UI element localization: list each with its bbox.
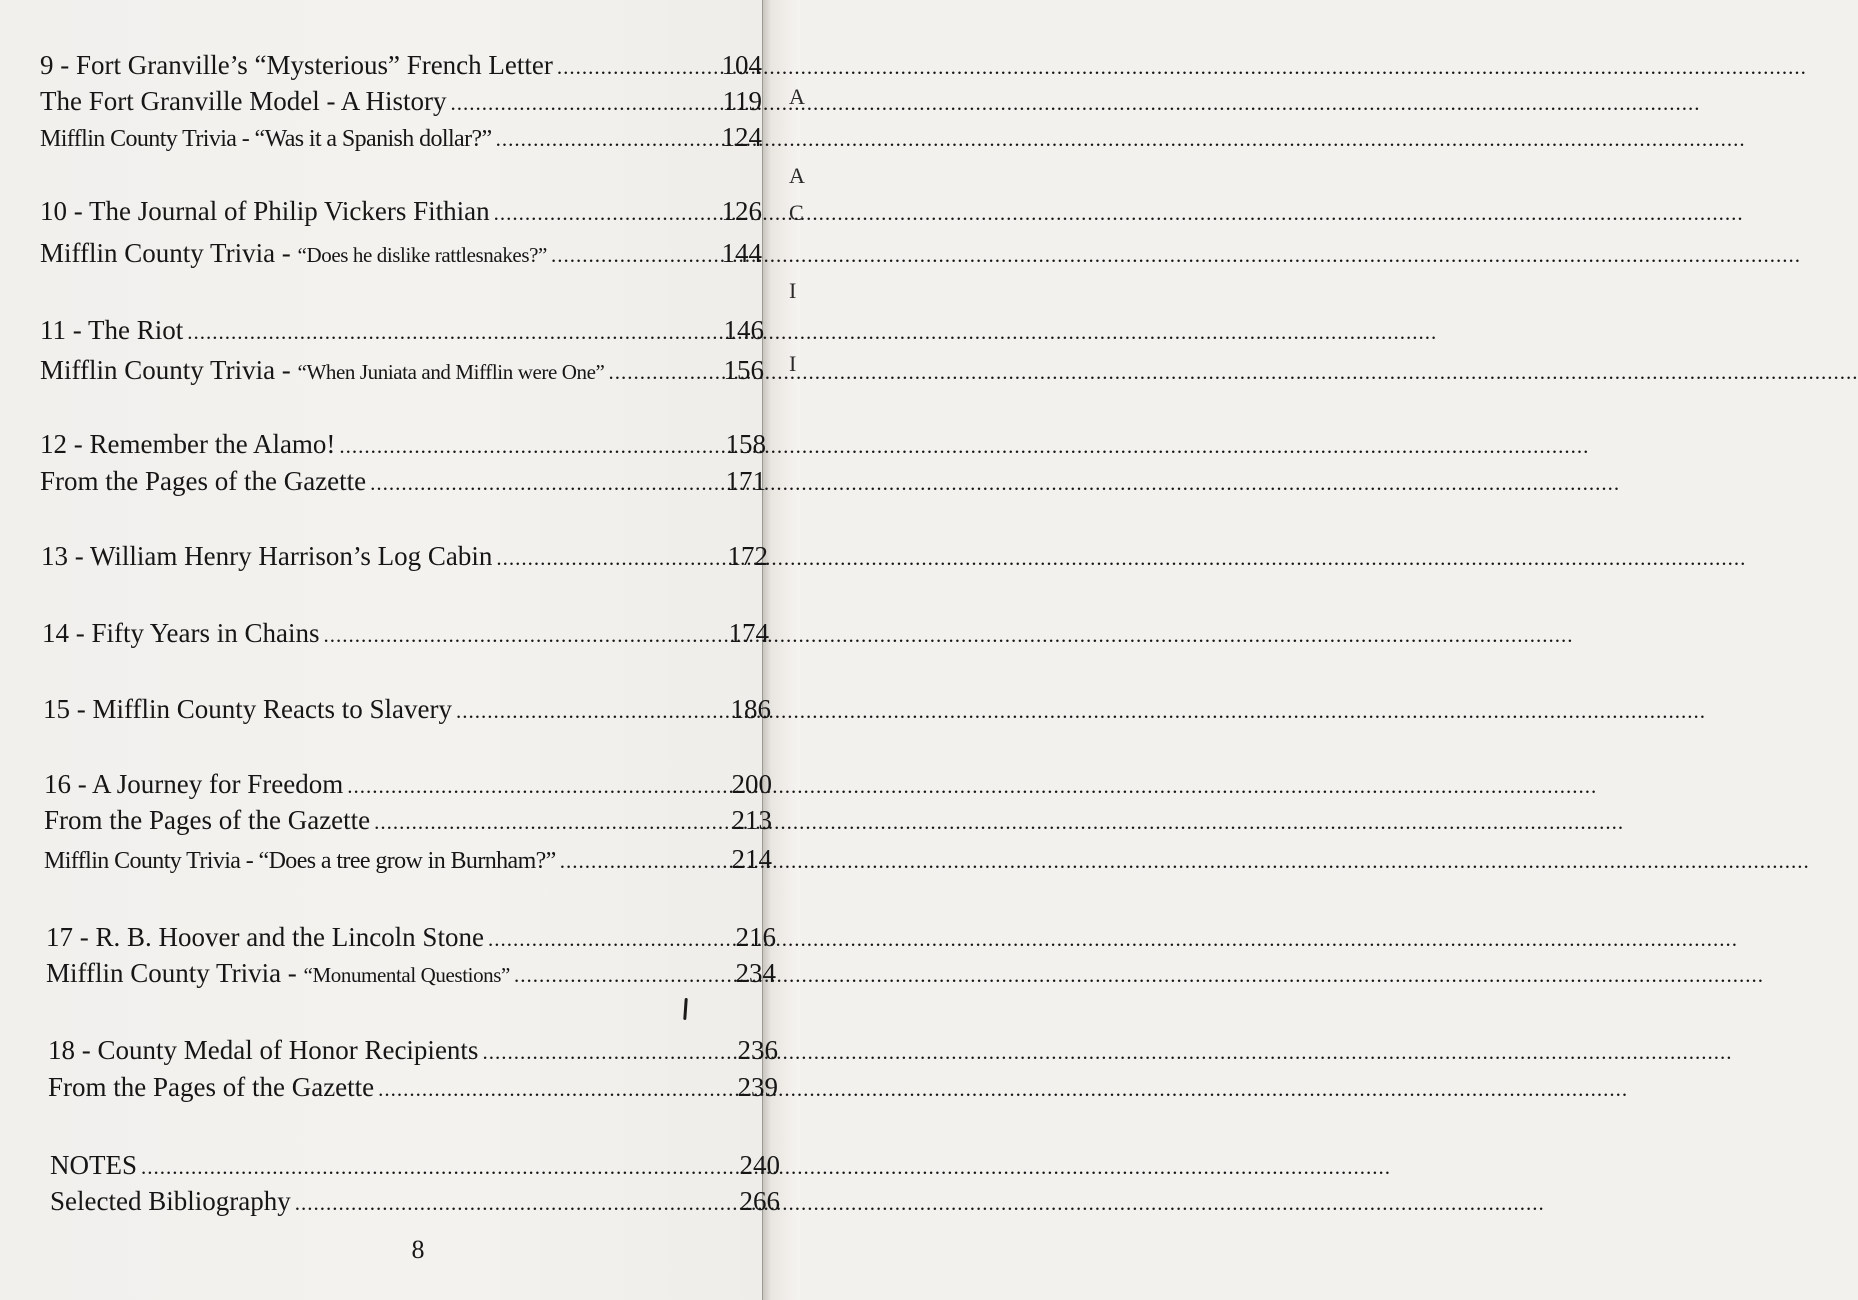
toc-entry (40, 84, 762, 120)
toc-entry-title: 13 - William Henry Harrison’s Log Cabin (41, 541, 493, 571)
toc-entry-title: 11 - The Riot (40, 315, 184, 345)
toc-entry (41, 539, 768, 575)
toc-entry (48, 1070, 778, 1106)
toc-entry-title: 16 - A Journey for Freedom (44, 769, 344, 799)
toc-entry (40, 194, 762, 230)
toc-entry (40, 353, 764, 389)
dot-leader (496, 120, 720, 156)
toc-entry-page: 266 (739, 1186, 780, 1216)
toc-entry-page: 216 (735, 922, 776, 952)
facing-page-fragment: A (789, 84, 805, 109)
toc-entry-title: 12 - Remember the Alamo! (40, 429, 336, 459)
toc-entry-page: 234 (735, 958, 776, 988)
toc-entry (50, 1148, 780, 1184)
toc-entry-title: 10 - The Journal of Philip Vickers Fithian (40, 196, 490, 226)
dot-leader (488, 920, 734, 956)
toc-entry-page: 171 (725, 466, 766, 496)
toc-entry-title: From the Pages of the Gazette (40, 466, 367, 496)
toc-entry-page: 156 (723, 355, 764, 385)
toc-entry-title: The Fort Granville Model - A History (40, 86, 447, 116)
dot-leader (378, 1070, 735, 1106)
toc-entry-page: 172 (727, 541, 768, 571)
toc-entry-title: From the Pages of the Gazette (48, 1072, 375, 1102)
toc-entry-quote: “Monumental Questions” (303, 963, 510, 987)
dot-leader (141, 1148, 738, 1184)
toc-entry-title: Mifflin County Trivia - “Does a tree grow in Burnham?” (44, 848, 556, 874)
toc-entry-page: 174 (728, 618, 769, 648)
toc-entry (48, 1033, 778, 1069)
toc-entry-title: 18 - County Medal of Honor Recipients (48, 1035, 479, 1065)
dot-leader (339, 427, 723, 463)
toc-entry-title: 14 - Fifty Years in Chains (42, 618, 320, 648)
facing-page-fragment: I (789, 278, 797, 303)
toc-entry (40, 313, 764, 349)
toc-entry-page: 124 (721, 122, 762, 152)
toc-entry-title: Selected Bibliography (50, 1186, 291, 1216)
toc-entry-title: From the Pages of the Gazette (44, 805, 371, 835)
dot-leader (324, 616, 727, 652)
toc-entry-page: 119 (722, 86, 762, 116)
toc-entry-quote: “When Juniata and Mifflin were One” (297, 360, 605, 384)
toc-entry (44, 767, 772, 803)
toc-entry-page: 158 (725, 429, 766, 459)
dot-leader (370, 464, 723, 500)
facing-page-fragment: C (789, 200, 804, 225)
table-of-contents (0, 0, 780, 1300)
toc-entry (40, 464, 766, 500)
dot-leader (560, 842, 730, 878)
toc-entry-page: 213 (731, 805, 772, 835)
dot-leader (608, 353, 721, 389)
toc-entry-page: 200 (731, 769, 772, 799)
toc-entry-page: 240 (739, 1150, 780, 1180)
toc-entry (40, 48, 762, 84)
toc-entry-page: 146 (723, 315, 764, 345)
dot-leader (374, 803, 729, 839)
toc-entry (44, 803, 772, 839)
toc-entry-title: 15 - Mifflin County Reacts to Slavery (43, 694, 452, 724)
dot-leader (450, 84, 720, 120)
toc-entry-title: Mifflin County Trivia - (40, 238, 298, 268)
toc-entry (42, 616, 769, 652)
toc-entry-title: NOTES (50, 1150, 137, 1180)
dot-leader (482, 1033, 735, 1069)
toc-entry (46, 920, 776, 956)
facing-page-fragment: I (789, 351, 797, 376)
dot-leader (496, 539, 725, 575)
toc-entry-page: 144 (721, 238, 762, 268)
toc-entry-page: 126 (721, 196, 762, 226)
toc-entry-page: 104 (721, 50, 762, 80)
facing-page-fragment: A (789, 163, 805, 188)
dot-leader (187, 313, 721, 349)
dot-leader (551, 236, 720, 272)
toc-entry (40, 120, 762, 156)
toc-entry-page: 239 (737, 1072, 778, 1102)
toc-entry-title-group (40, 236, 547, 272)
toc-entry-page: 214 (731, 844, 772, 874)
toc-entry-title: Mifflin County Trivia - (40, 355, 298, 385)
toc-entry (44, 842, 772, 878)
toc-entry-quote: “Does he dislike rattlesnakes?” (297, 243, 547, 267)
dot-leader (557, 48, 720, 84)
toc-entry (40, 236, 762, 272)
dot-leader (295, 1184, 738, 1220)
toc-entry (40, 427, 766, 463)
dot-leader (494, 194, 720, 230)
toc-entry (50, 1184, 780, 1220)
dot-leader (456, 692, 729, 728)
toc-entry-page: 186 (730, 694, 771, 724)
toc-entry-title: 17 - R. B. Hoover and the Lincoln Stone (46, 922, 484, 952)
toc-entry-page: 236 (737, 1035, 778, 1065)
toc-entry (43, 692, 771, 728)
toc-entry-title: 9 - Fort Granville’s “Mysterious” French Letter (40, 50, 553, 80)
toc-entry (46, 956, 776, 992)
toc-entry-title-group (46, 956, 510, 992)
dot-leader (514, 956, 734, 992)
toc-entry-title-group (40, 353, 604, 389)
toc-entry-title: Mifflin County Trivia - (46, 958, 304, 988)
page-number: 8 (411, 1235, 425, 1264)
toc-entry-title: Mifflin County Trivia - “Was it a Spanish dollar?” (40, 126, 492, 152)
dot-leader (347, 767, 729, 803)
